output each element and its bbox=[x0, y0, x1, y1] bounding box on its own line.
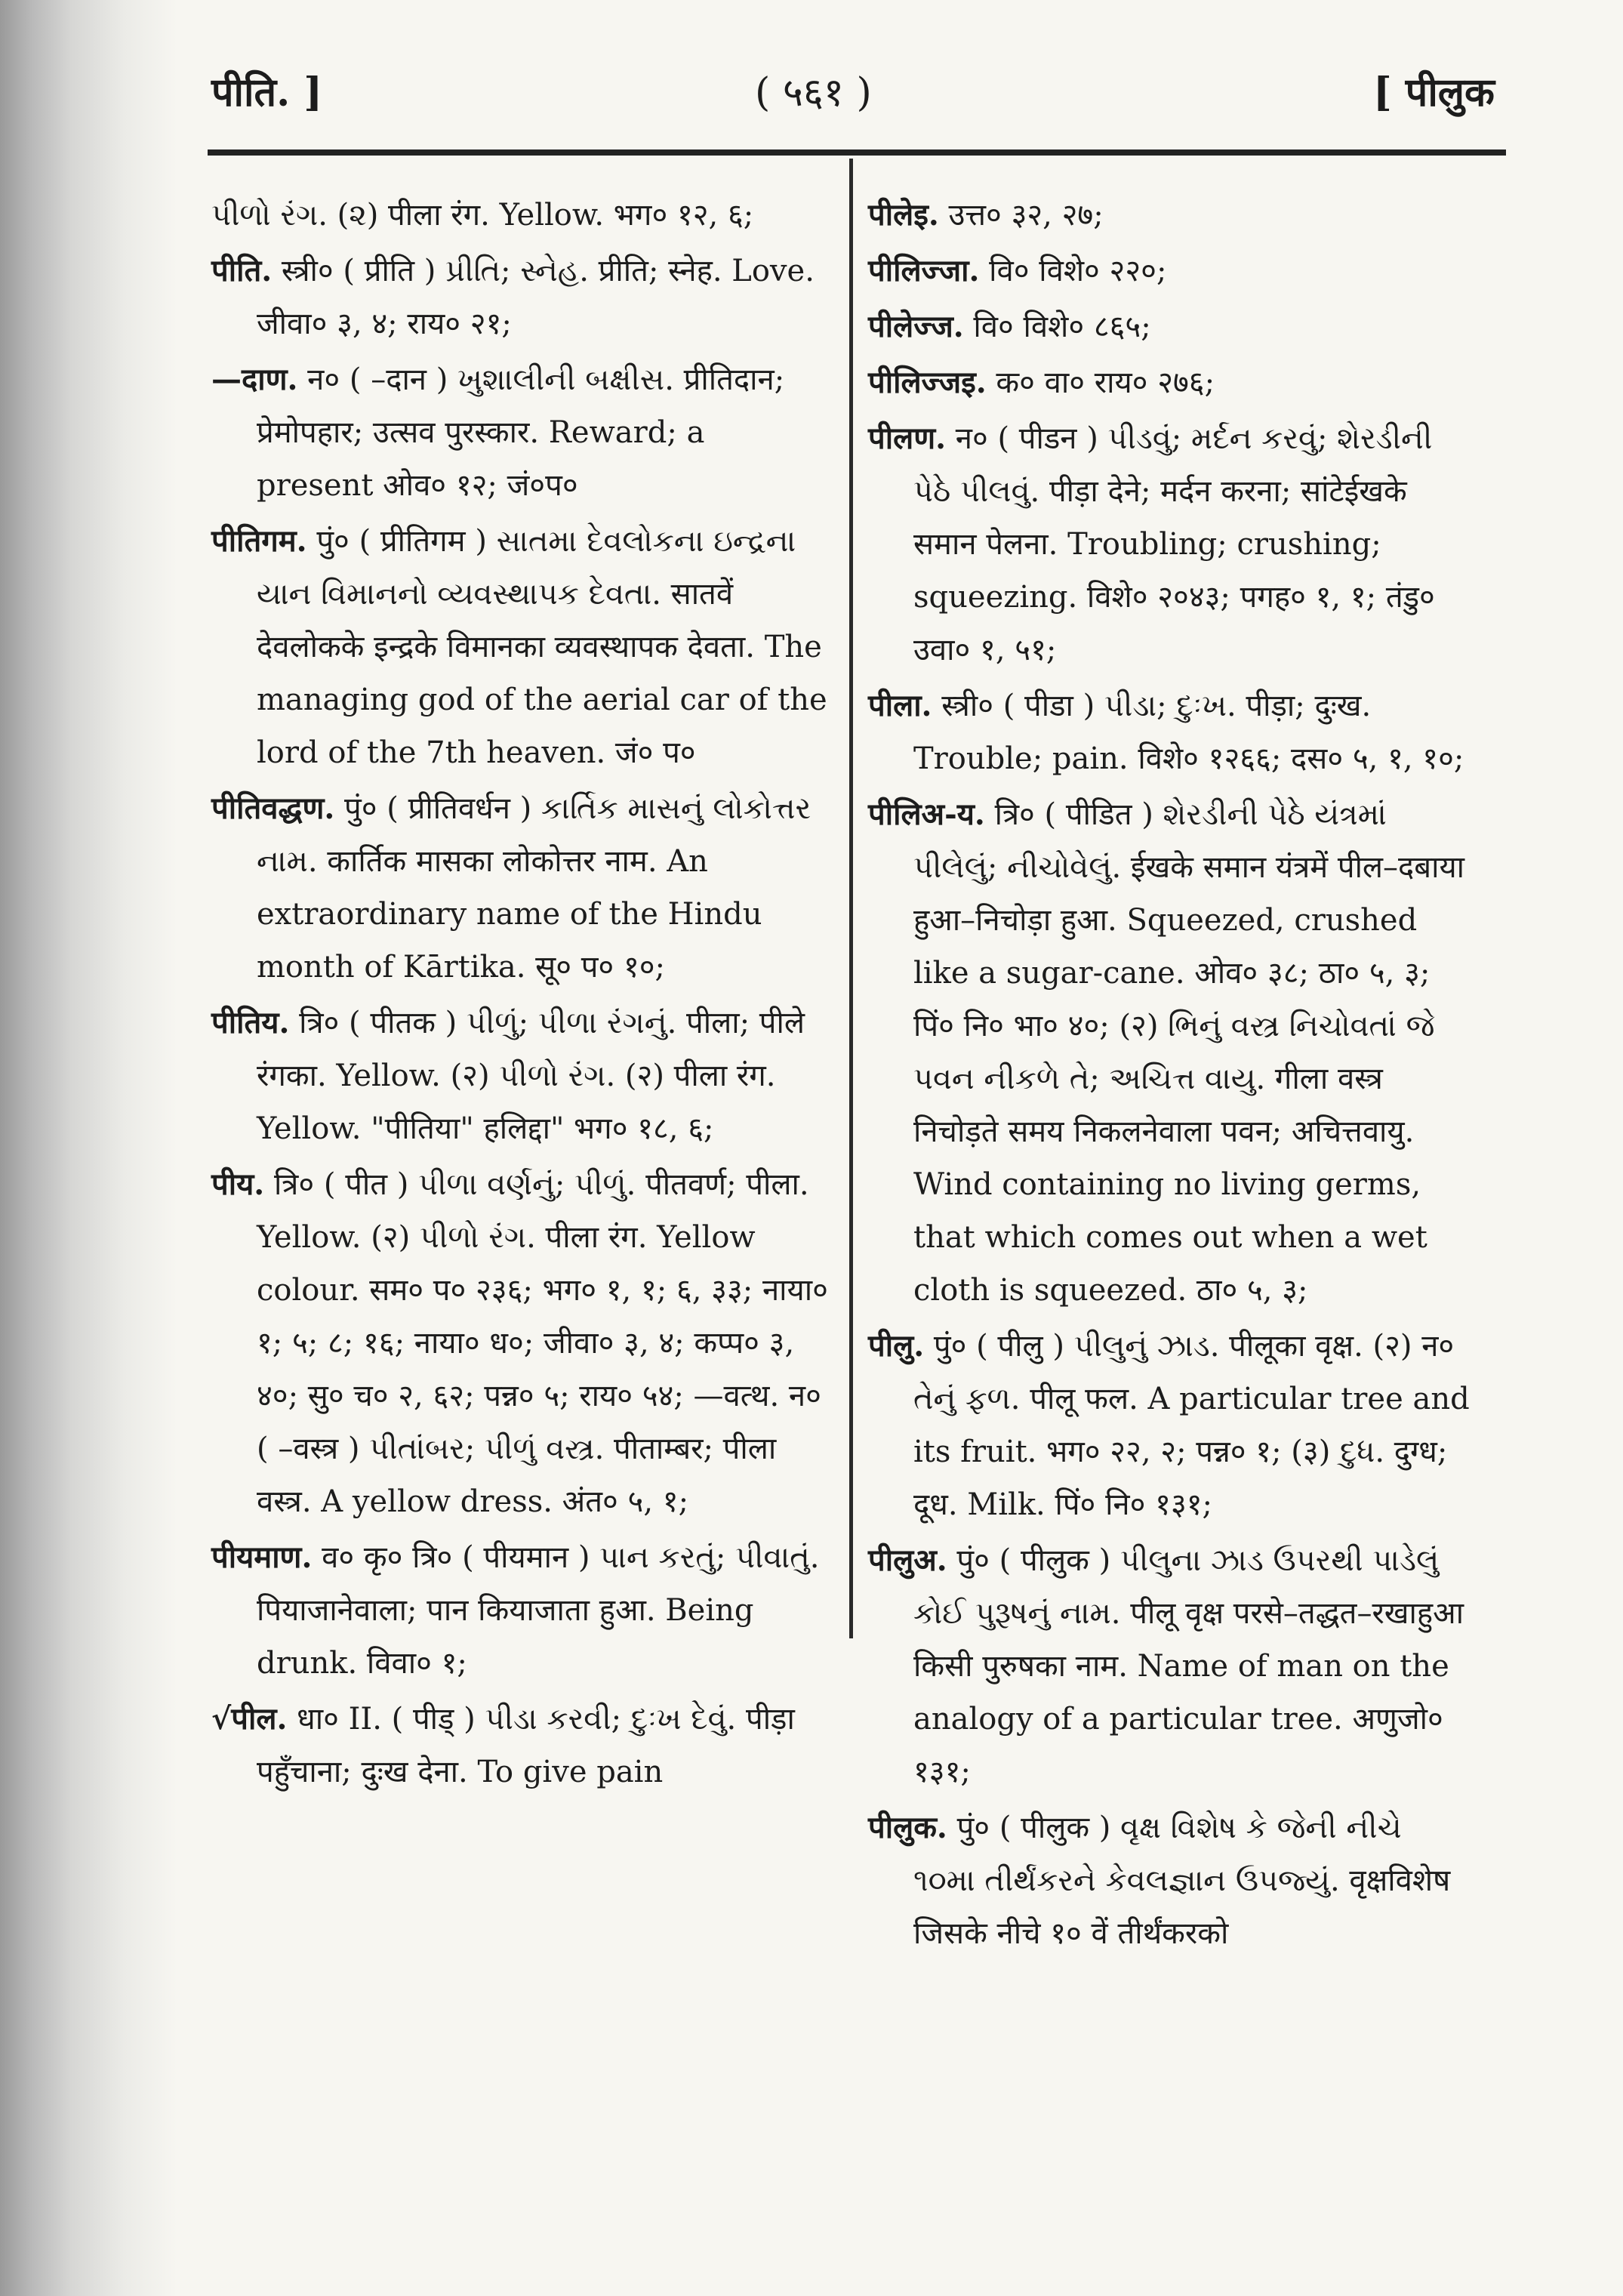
entry-text: उत्त० ३२, २७; bbox=[948, 198, 1104, 233]
headword: पीलेइ. bbox=[868, 197, 939, 233]
entry bbox=[868, 680, 1472, 785]
entry-text: वि० विशे० ८६५; bbox=[973, 310, 1151, 344]
entry-text: पुं० ( पीलुक ) વૃક્ષ વિશેષ કે જેની નીચે ૧૦મા તીર્થંકરને કેવલજ્ઞાન ઉપજ્યું. वृक्षविशेष जिसके नीचे १० वें तीर्थंकरको bbox=[913, 1811, 1451, 1951]
right-column bbox=[868, 189, 1472, 1963]
header-right-guideword: [ पीलुक bbox=[1373, 69, 1495, 116]
column-divider bbox=[849, 159, 853, 1638]
entry bbox=[211, 1531, 830, 1690]
entry-text: त्रि० ( पीत ) પીળા વર્ણનું; પીળું. पीतवर्ण; पीला. Yellow. (२) પીળો રંગ. पीला रंग. Yellow colour. सम० प० २३६; भग० १, १; ६, ३३; नाया० १; ५; ८; १६; नाया० ध०; जीवा० ३, ४; कप्प० ३, ४०; सु० च० २, ६२; पन्न० ५; राय० ५४; —वत्थ. न० ( –वस्त्र ) પીતાંબર; પીળું વસ્ત્ર. पीताम्बर; पीला वस्त्र. A yellow dress. अंत० ५, १; bbox=[257, 1167, 828, 1519]
headword: पीलण. bbox=[868, 421, 947, 456]
headword: पीयमाण. bbox=[211, 1539, 313, 1575]
page-number: ( ५६१ ) bbox=[755, 70, 872, 116]
headword: पीलुक. bbox=[868, 1810, 947, 1845]
headword: √पील. bbox=[211, 1701, 288, 1737]
headword: पीलेज्ज. bbox=[868, 309, 964, 344]
entry bbox=[868, 788, 1472, 1317]
headword: पीतिवद्धण. bbox=[211, 791, 335, 826]
headword: —दाण. bbox=[211, 362, 298, 397]
entry bbox=[868, 412, 1472, 676]
entry bbox=[211, 245, 830, 350]
entry-text: त्रि० ( पीडित ) શેરડીની પેઠે યંત્રમાં પીલેલું; નીચોવેલું. ईखके समान यंत्रमें पील–दबाया हुआ–निचोड़ा हुआ. Squeezed, crushed like a sugar-cane. ओव० ३८; ठा० ५, ३; पिं० नि० भा० ४०; (२) ભિનું વસ્ત્ર નિચોવતાં જે પવન નીકળે તે; અચિત્ત વાયુ. गीला वस्त्र निचोड़ते समय निकलनेवाला पवन; अचित्तवायु. Wind containing no living germs, that which comes out when a wet cloth is squeezed. ठा० ५, ३; bbox=[913, 797, 1465, 1308]
headword: पीलु. bbox=[868, 1328, 925, 1364]
entry-text: व० कृ० त्रि० ( पीयमान ) પાન કરતું; પીવાતું. पियाजानेवाला; पान कियाजाता हुआ. Being drunk. विवा० १; bbox=[257, 1540, 820, 1681]
entry bbox=[868, 1534, 1472, 1798]
entry bbox=[868, 1320, 1472, 1531]
entry bbox=[868, 245, 1472, 297]
entry bbox=[211, 782, 830, 994]
scan-gutter-shadow bbox=[0, 0, 177, 2296]
entry bbox=[211, 515, 830, 779]
headword: पीलिअ-य. bbox=[868, 797, 985, 832]
entry bbox=[211, 353, 830, 512]
entry-text: वि० विशे० २२०; bbox=[989, 254, 1167, 288]
entry-text: क० वा० राय० २७६; bbox=[996, 365, 1215, 400]
entry-text: त्रि० ( पीतक ) પીળું; પીળા રંગનું. पीला; पीले रंगका. Yellow. (२) પીળો રંગ. (२) पीला रंग. Yellow. "पीतिया" हलिद्दा" भग० १८, ६; bbox=[257, 1006, 805, 1146]
entry bbox=[868, 1801, 1472, 1960]
entry bbox=[211, 1693, 830, 1798]
headword: पीय. bbox=[211, 1166, 265, 1202]
entry-text: पुं० ( पीलु ) પીલુનું ઝાડ. पीलूका वृक्ष. (२) न० તેનું ફળ. पीलू फल. A particular tree and its fruit. भग० २२, २; पन्न० १; (३) દુધ. दुग्ध; दूध. Milk. पिं० नि० १३१; bbox=[913, 1329, 1470, 1522]
headword: पीलिज्जइ. bbox=[868, 365, 987, 400]
entry-text: स्त्री० ( प्रीति ) પ્રીતિ; સ્નેહ. प्रीति; स्नेह. Love. जीवा० ३, ४; राय० २१; bbox=[257, 254, 815, 341]
entry-text: પીળો રંગ. (૨) पीला रंग. Yellow. भग० १२, ६; bbox=[211, 198, 754, 233]
entry bbox=[868, 356, 1472, 409]
entry-text: पुं० ( प्रीतिवर्धन ) કાર્તિક માસનું લોકોત્તર નામ. कार्तिक मासका लोकोत्तर नाम. An extraordinary name of the Hindu month of Kārtika. सू० प० १०; bbox=[257, 791, 812, 985]
entry bbox=[868, 189, 1472, 242]
headword: पीतिय. bbox=[211, 1005, 290, 1040]
entry bbox=[868, 300, 1472, 353]
header-left-guideword: पीति. ] bbox=[211, 69, 322, 116]
entry bbox=[211, 189, 830, 242]
header-rule bbox=[208, 149, 1506, 156]
entry bbox=[211, 1158, 830, 1528]
entry-text: पुं० ( पीलुक ) પીલુના ઝાડ ઉપરથી પાડેલું કોઈ પુરૂષનું નામ. पीलू वृक्ष परसे–तद्धत–रखाहुआ किसी पुरुषका नाम. Name of man on the analogy of a particular tree. अणुजो० १३१; bbox=[913, 1543, 1464, 1789]
entry bbox=[211, 997, 830, 1155]
entry-text: न० ( –दान ) ખુશાલીની બક્ષીસ. प्रीतिदान; प्रेमोपहार; उत्सव पुरस्कार. Reward; a present ओव० १२; जं०प० bbox=[257, 362, 785, 503]
headword: पीला. bbox=[868, 688, 932, 723]
entry-text: स्त्री० ( पीडा ) પીડા; દુઃખ. पीड़ा; दुःख. Trouble; pain. विशे० १२६६; दस० ५, १, १०; bbox=[913, 689, 1464, 776]
headword: पीलुअ. bbox=[868, 1542, 947, 1578]
left-column bbox=[211, 189, 830, 1801]
entry-text: न० ( पीडन ) પીડવું; મર્દન કરવું; શેરડીની પેઠે પીલવું. पीड़ा देने; मर्दन करना; सांटेईखके समान पेलना. Troubling; crushing; squeezing. विशे० २०४३; पगह० १, १; तंडु० उवा० १, ५१; bbox=[913, 421, 1435, 667]
headword: पीलिज्जा. bbox=[868, 253, 980, 288]
page-header bbox=[211, 57, 1495, 140]
headword: पीतिगम. bbox=[211, 523, 307, 559]
entry-text: पुं० ( प्रीतिगम ) સાતમા દેવલોકના ઇન્દ્રના યાન વિમાનનો વ્યવસ્થાપક દેવતા. सातवें देवलोकके इन्द्रके विमानका व्यवस्थापक देवता. The managing god of the aerial car of the lord of the 7th heaven. जं० प० bbox=[257, 524, 827, 770]
headword: पीति. bbox=[211, 253, 273, 288]
entry-text: धा० II. ( पीड् ) પીડા કરવી; દુઃખ દેવું. पीड़ा पहुँचाना; दुःख देना. To give pain bbox=[257, 1702, 795, 1789]
